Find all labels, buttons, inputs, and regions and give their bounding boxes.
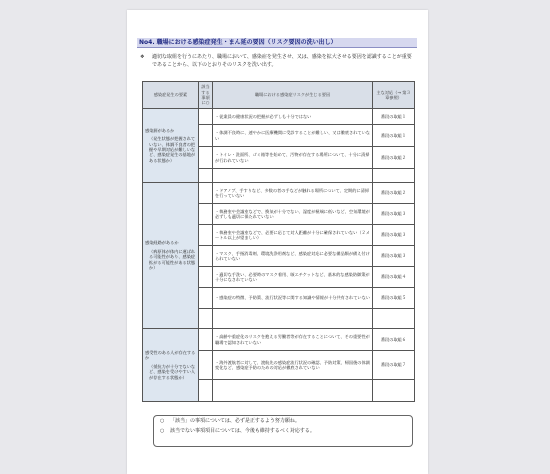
risk-item: ・マスク、手指消毒剤、環境洗浄用剤など、感染症対応に必要な備品類が備え付けられていない bbox=[213, 246, 373, 267]
check-cell[interactable] bbox=[199, 225, 213, 246]
check-cell[interactable] bbox=[199, 169, 213, 183]
footer-text-2: 該当でない事項項目については、今後も維持するべく対応する。 bbox=[170, 428, 315, 434]
circle-bullet-icon: ○ bbox=[160, 428, 165, 434]
group-note: （発生状態が把握されていない、体調不良者の把握や早期対応が難しいなど、感染症発生の基地がある状態か） bbox=[149, 136, 196, 163]
intro-text: 適切な取組を行うにあたり、職場において、感染症を発生させ、又は、感染を拡大させる要因を認識することが重要であることから、以下のとおりそのリスクを洗い出す。 bbox=[152, 54, 412, 68]
risk-item: ・従業員の健康状況の把握が必ずしも十分ではない bbox=[213, 109, 373, 125]
ref-cell: 番段の取組１ bbox=[373, 125, 415, 147]
check-cell[interactable] bbox=[199, 147, 213, 169]
header-risk: 職場における感染症リスクが生じる要因 bbox=[213, 82, 373, 109]
ref-cell: 番段の取組２ bbox=[373, 147, 415, 169]
header-check: 該当する事項に○ bbox=[199, 82, 213, 109]
risk-item: ・感染症の特徴、予防策、流行状況等に関する知識や情報が十分共有されていない bbox=[213, 288, 373, 309]
check-cell[interactable] bbox=[199, 109, 213, 125]
check-cell[interactable] bbox=[199, 329, 213, 351]
group-title: 感受性のある人が存在するか bbox=[145, 349, 196, 361]
group-title: 感染源があるか bbox=[145, 127, 175, 133]
risk-item: ・適切な手洗い、必要時のマスク着用、咳エチケットなど、基本的な感染防御策が十分になされていない bbox=[213, 267, 373, 288]
risk-item: ・体調不良時に、速やかに医療機関に受診することが難しい、又は徹底されていない bbox=[213, 125, 373, 147]
ref-cell bbox=[373, 380, 415, 402]
check-cell[interactable] bbox=[199, 380, 213, 402]
risk-item: ・執務室や会議室などで、換気が十分でない、湿度が極端に低いなど、空気環境が必ずしも適切に保たれていない bbox=[213, 204, 373, 225]
group-route-cell bbox=[143, 183, 199, 329]
intro-paragraph bbox=[140, 54, 412, 69]
footer-line bbox=[154, 426, 412, 436]
risk-item: ・トイレ・洗面所、ゴミ箱等を始めて、汚物が存在する場所について、十分に清掃が行われていない bbox=[213, 147, 373, 169]
group-title: 感染経路があるか bbox=[145, 240, 179, 246]
ref-cell: 番段の取組３ bbox=[373, 225, 415, 246]
circle-bullet-icon: ○ bbox=[160, 418, 165, 424]
table-row bbox=[143, 109, 415, 125]
footer-line bbox=[154, 416, 412, 426]
header-ref: 主な対応（→ 第３章参照） bbox=[373, 82, 415, 109]
group-note: （病原体が体内に運ばれる可能性があり、感染症拡がる可能性がある状態か） bbox=[149, 248, 196, 271]
ref-cell bbox=[373, 309, 415, 329]
risk-item bbox=[213, 380, 373, 402]
group-susceptible-cell bbox=[143, 329, 199, 402]
ref-cell: 番段の取組１ bbox=[373, 109, 415, 125]
footer-text-1: 「該当」の事項については、必ず是正するよう努力願ね。 bbox=[170, 418, 300, 424]
risk-item bbox=[213, 309, 373, 329]
risk-item bbox=[213, 169, 373, 183]
check-cell[interactable] bbox=[199, 288, 213, 309]
risk-table bbox=[142, 81, 415, 402]
ref-cell: 番段の取組３ bbox=[373, 246, 415, 267]
check-cell[interactable] bbox=[199, 183, 213, 204]
ref-cell: 番段の取組５ bbox=[373, 288, 415, 309]
group-source-cell bbox=[143, 109, 199, 183]
ref-cell: 番段の取組４ bbox=[373, 267, 415, 288]
risk-item: ・高齢や重症化のリスクを抱える労働者等が存在することについて、その重要性が職場で認知されていない bbox=[213, 329, 373, 351]
diamond-bullet-icon: ❖ bbox=[140, 54, 145, 60]
ref-cell: 番段の取組７ bbox=[373, 351, 415, 380]
check-cell[interactable] bbox=[199, 246, 213, 267]
check-cell[interactable] bbox=[199, 267, 213, 288]
section-title: No4. 職場における感染症発生・まん延の要因（リスク要因の洗い出し） bbox=[137, 38, 417, 48]
check-cell[interactable] bbox=[199, 309, 213, 329]
group-note: （抵抗力が十分でないなど、感染を受けやすい人が存在する状態か） bbox=[149, 363, 196, 380]
ref-cell bbox=[373, 169, 415, 183]
footer-note-box bbox=[153, 415, 413, 447]
header-category: 感染症発生の要素 bbox=[143, 82, 199, 109]
ref-cell: 番段の取組３ bbox=[373, 204, 415, 225]
table-row bbox=[143, 329, 415, 351]
check-cell[interactable] bbox=[199, 204, 213, 225]
ref-cell: 番段の取組６ bbox=[373, 329, 415, 351]
table-row bbox=[143, 183, 415, 204]
risk-item: ・海外渡航者に対して、渡航先の感染症流行状況の確認、予防対策、帰国後の体調変化など、感染症予防のための対応が徹底されていない bbox=[213, 351, 373, 380]
ref-cell: 番段の取組２ bbox=[373, 183, 415, 204]
risk-item: ・執務室や会議室などで、必要に応じて対人距離が十分に確保されていない（２メートル以上が望ましい） bbox=[213, 225, 373, 246]
check-cell[interactable] bbox=[199, 351, 213, 380]
check-cell[interactable] bbox=[199, 125, 213, 147]
risk-item: ・ドアノブ、手すりなど、多数の者の手などが触れる場所について、定期的に清掃を行っていない bbox=[213, 183, 373, 204]
